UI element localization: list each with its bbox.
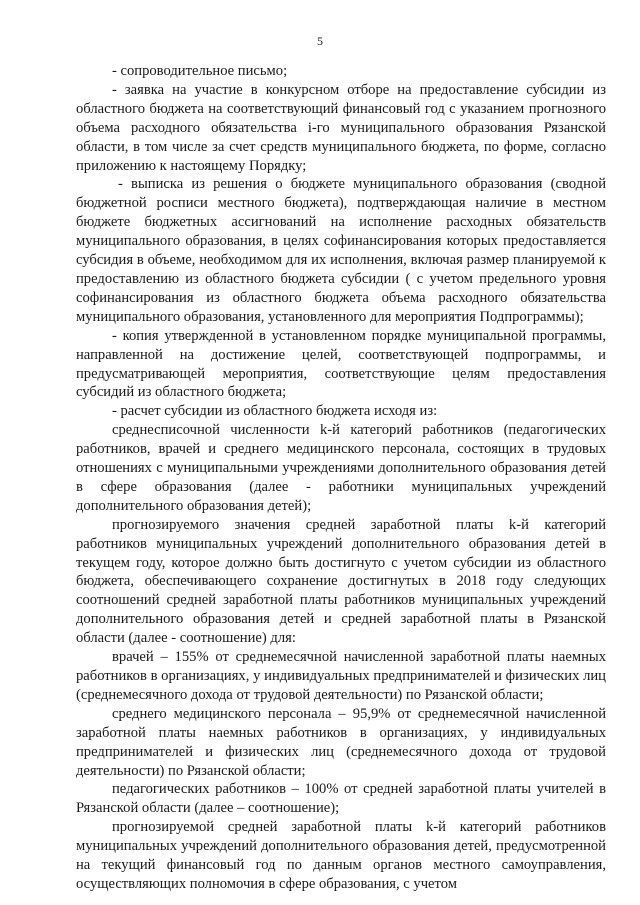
paragraph-headcount: среднесписочной численности k-й категорий работников (педагогических работников, врачей и среднего медицинского персонала, состоящих в трудовых отношениях с муниципальными учреждениями дополнительного образования детей в сфере образования (далее - работники муниципальных учреждений дополнительного образования детей); xyxy=(76,422,606,514)
paragraph-program-copy: - копия утвержденной в установленном порядке муниципальной программы, направленной на достижение целей, соответствующей подпрограммы, и предусматривающей мероприятия, соответствующие целям предоставления субсидий из областного бюджета; xyxy=(76,327,606,401)
paragraph-doctors: врачей – 155% от среднемесячной начисленной заработной платы наемных работников в организациях, у индивидуальных предпринимателей и физических лиц (среднемесячного дохода от трудовой деятельности) по Рязанской области; xyxy=(76,649,606,703)
paragraph-cover-letter: - сопроводительное письмо; xyxy=(112,63,288,79)
page-number: 5 xyxy=(317,34,323,48)
paragraph-forecast-salary: прогнозируемого значения средней заработной платы k-й категорий работников муниципальных учреждений дополнительного образования детей в текущем году, которое должно быть достигнуто с учетом субсидии из областного бюджета, обеспечивающего сохранение достигнутых в 2018 году следующих соотношений средней заработной платы работников муниципальных учреждений дополнительного образования детей и средней заработной платы в Рязанской области (далее - соотношение) для: xyxy=(76,516,606,647)
paragraph-medical-staff: среднего медицинского персонала – 95,9% от среднемесячной начисленной заработной платы наемных работников в организациях, у индивидуальных предпринимателей и физических лиц (среднемесячного дохода от трудовой деятельности) по Рязанской области; xyxy=(76,705,606,779)
paragraph-teachers: педагогических работников – 100% от средней заработной платы учителей в Рязанской области (далее – соотношение); xyxy=(76,781,606,817)
paragraph-budget-extract: - выписка из решения о бюджете муниципального образования (сводной бюджетной росписи местного бюджета), подтверждающая наличие в местном бюджете бюджетных ассигнований на исполнение расходных обязательств муниципального образования, в целях софинансирования которых предоставляется субсидия в объеме, необходимом для их исполнения, включая размер планируемой к предоставлению из областного бюджета субсидии ( с учетом предельного уровня софинансирования из областного бюджета объема расходного обязательства муниципального образования, установленного для мероприятия Подпрограммы); xyxy=(76,176,606,325)
paragraph-application: - заявка на участие в конкурсном отборе на предоставление субсидии из областного бюджета на соответствующий финансовый год с указанием прогнозного объема расходного обязательства i-го муниципального образования Рязанской области, в том числе за счет средств муниципального бюджета, по форме, согласно приложению к настоящему Порядку; xyxy=(76,81,606,174)
document-body xyxy=(76,62,606,894)
paragraph-forecast-average-salary: прогнозируемой средней заработной платы k-й категорий работников муниципальных учреждений дополнительного образования детей, предусмотренной на текущий финансовый год по данным органов местного самоуправления, осуществляющих полномочия в сфере образования, с учетом xyxy=(76,819,606,892)
paragraph-subsidy-calculation: - расчет субсидии из областного бюджета исходя из: xyxy=(112,403,438,420)
